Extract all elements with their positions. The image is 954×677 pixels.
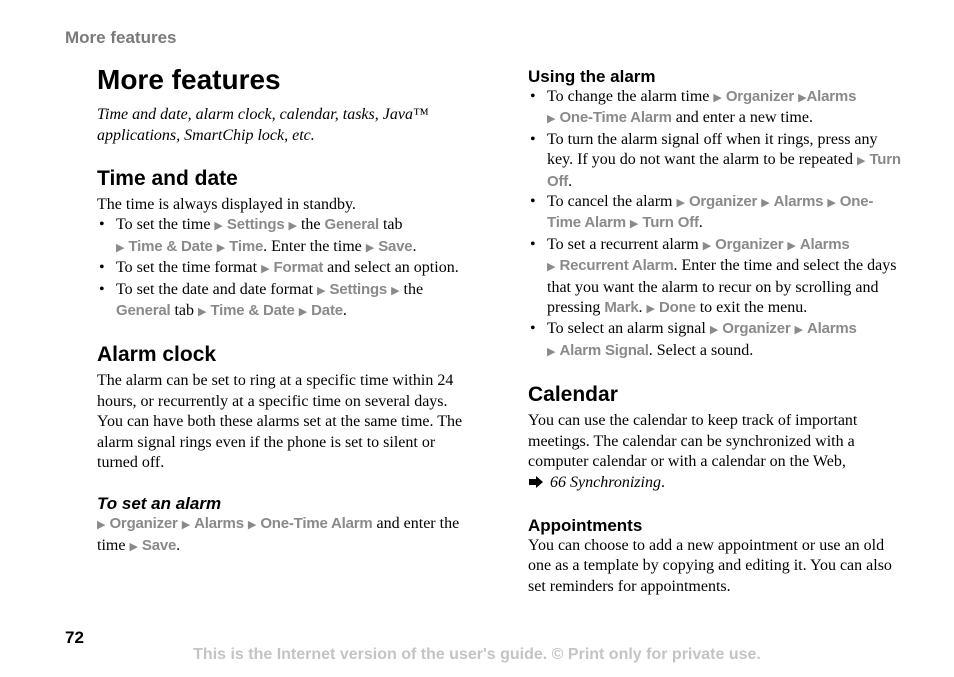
menu-arrow-icon: ▶ [181,519,191,532]
alarm-clock-section [97,342,472,557]
list-item: • To set a recurrent alarm ▶ Organizer ▶ Alarms ▶ Recurrent Alarm. Enter the time and select the days that you want the alarm to recur on by scrolling and pressing Mark. ▶ Done to exit the menu. [528,235,903,320]
menu-arrow-icon: ▶ [216,241,226,254]
menu-path-item: Turn Off [547,151,901,190]
time-and-date-heading: Time and date [97,167,238,190]
menu-arrow-icon: ▶ [761,197,770,210]
menu-arrow-icon: ▶ [214,220,223,233]
menu-path-item: Recurrent Alarm [559,257,674,275]
right-column [528,66,903,597]
footer-notice: This is the Internet version of the user's guide. © Print only for private use. [193,646,761,663]
menu-path-item: Organizer [109,515,178,533]
list-item: • To change the alarm time ▶ Organizer ▶Alarms ▶ One-Time Alarm and enter a new time. [528,87,903,130]
menu-arrow-icon: ▶ [261,263,270,276]
menu-arrow-icon: ▶ [317,284,326,297]
menu-path-item: Settings [226,216,285,234]
menu-arrow-icon: ▶ [713,92,722,104]
menu-path-item: One-Time Alarm [547,193,874,232]
menu-path-item: Alarms [194,515,244,533]
calendar-section [528,382,903,495]
menu-arrow-icon: ▶ [391,284,400,297]
menu-arrow-icon: ▶ [798,92,807,104]
page-number: 72 [65,628,84,647]
menu-path-item: Save [141,536,177,554]
menu-path-item: Organizer [688,193,758,211]
intro-text: Time and date, alarm clock, calendar, tasks, Java™ applications, SmartChip lock, etc. [97,106,429,144]
menu-path-item: Alarms [799,235,850,253]
menu-arrow-icon: ▶ [198,306,207,319]
menu-arrow-icon: ▶ [298,306,308,319]
menu-path-item: Time & Date [210,302,295,320]
menu-path-item: Alarms [807,320,857,338]
menu-arrow-icon: ▶ [365,241,375,254]
calendar-body: You can use the calendar to keep track of important meetings. The calendar can be synchronized with a computer calendar or with a calendar on the Web, 66 Synchronizing. [528,411,903,495]
menu-arrow-icon: ▶ [702,239,712,252]
using-alarm-section [528,66,903,362]
menu-path-item: Time [229,237,264,255]
list-item: • To set the date and date format ▶ Settings ▶ the General tab ▶ Time & Date ▶ Date. [97,280,472,323]
time-and-date-list [97,215,472,322]
appointments-section [528,515,903,597]
calendar-heading: Calendar [528,383,618,407]
menu-path-item: General [116,302,171,320]
menu-path-item: Time & Date [128,237,213,255]
list-item: • To cancel the alarm ▶ Organizer ▶ Alarms ▶ One-Time Alarm ▶ Turn Off. [528,192,903,235]
menu-arrow-icon: ▶ [787,239,796,252]
list-item: • To set the time ▶ Settings ▶ the General tab ▶ Time & Date ▶ Time. Enter the time ▶ Save. [97,215,472,258]
cross-reference-link[interactable]: 66 Synchronizing [550,473,661,491]
menu-arrow-icon: ▶ [856,155,866,168]
running-head: More features [65,28,177,47]
menu-arrow-icon: ▶ [247,519,257,532]
menu-arrow-icon: ▶ [97,519,106,532]
alarm-clock-body: The alarm can be set to ring at a specific time within 24 hours, or recurrently at a specific time on several days. You can have both these alarms set at the same time. The alarm signal rings even if the phone is set to silent or turned off. [97,372,463,472]
alarm-clock-heading: Alarm clock [97,343,217,367]
time-and-date-section [97,166,472,322]
menu-path-item: General [324,216,379,234]
menu-path-item: Turn Off [642,214,699,232]
menu-arrow-icon: ▶ [629,218,639,231]
menu-arrow-icon: ▶ [547,113,556,126]
time-and-date-lead: The time is always displayed in standby. [97,196,356,213]
menu-path-item: Alarms [773,193,824,211]
page-title: More features [97,64,281,95]
menu-arrow-icon: ▶ [827,197,836,210]
menu-path-item: Alarm Signal [559,341,649,359]
menu-arrow-icon: ▶ [288,220,297,233]
list-item: • To select an alarm signal ▶ Organizer ▶ Alarms ▶ Alarm Signal. Select a sound. [528,319,903,362]
menu-path-item: Alarms [806,88,857,105]
using-alarm-heading: Using the alarm [528,67,656,86]
menu-arrow-icon: ▶ [794,324,803,337]
list-item: • To set the time format ▶ Format and select an option. [97,258,472,279]
pointing-hand-icon [528,475,546,495]
menu-path-item: Organizer [715,235,784,253]
menu-path-item: Save [378,237,413,255]
menu-path-item: Organizer [722,320,791,338]
menu-arrow-icon: ▶ [116,241,125,254]
menu-path-item: One-Time Alarm [559,109,672,127]
menu-arrow-icon: ▶ [676,197,685,210]
menu-arrow-icon: ▶ [709,324,719,337]
menu-path-item: Done [659,299,696,317]
menu-path-item: Organizer [725,88,795,105]
left-column [97,64,472,557]
menu-path-item: Mark [604,299,639,317]
appointments-heading: Appointments [528,515,643,535]
menu-arrow-icon: ▶ [547,261,556,274]
menu-path-item: Settings [329,280,388,298]
appointments-body: You can choose to add a new appointment or use an old one as a template by copying and editing it. You can also set reminders for appointments. [528,536,892,595]
menu-arrow-icon: ▶ [129,540,138,553]
menu-path-item: One-Time Alarm [260,515,373,533]
using-alarm-list [528,87,903,362]
menu-path-item: Date [311,302,343,320]
list-item: • To turn the alarm signal off when it rings, press any key. If you do not want the alarm to be repeated ▶ Turn Off. [528,130,903,192]
set-alarm-steps: ▶ Organizer ▶ Alarms ▶ One-Time Alarm and enter the time ▶ Save. [97,515,460,554]
set-alarm-heading: To set an alarm [97,494,222,514]
menu-arrow-icon: ▶ [547,345,556,358]
menu-arrow-icon: ▶ [646,303,656,316]
menu-path-item: Format [273,259,324,277]
